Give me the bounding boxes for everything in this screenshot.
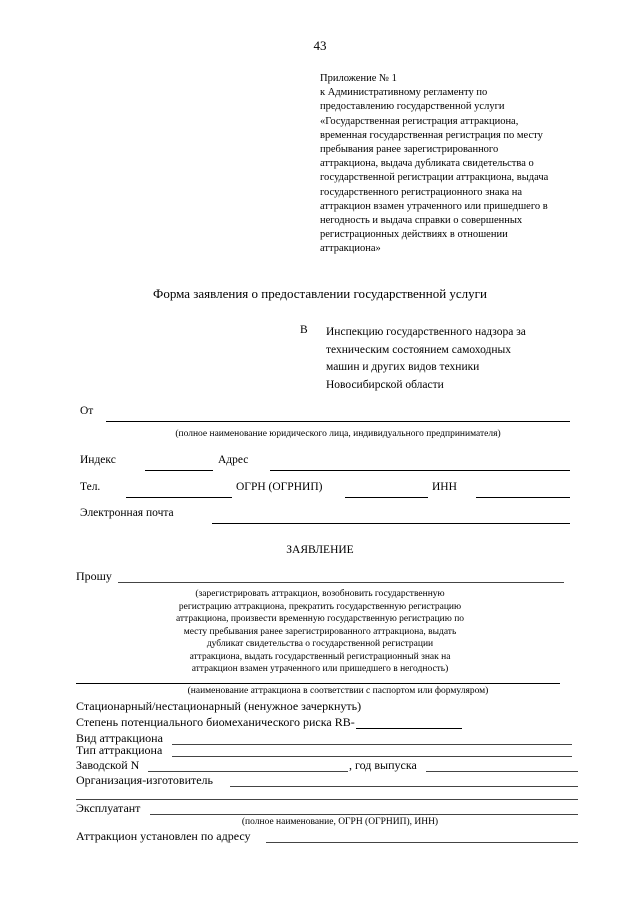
request-field[interactable]	[118, 582, 564, 583]
manufacturer-field[interactable]	[230, 786, 578, 787]
risk-label: Степень потенциального биомеханического риска RB-	[76, 715, 355, 729]
recipient-line: Инспекцию государственного надзора за	[326, 326, 526, 338]
recipient-line: машин и других видов техники	[326, 361, 480, 373]
request-hint-line: регистрацию аттракциона, прекратить государственную регистрацию	[178, 601, 462, 612]
request-hint-line: месту пребывания ранее зарегистрированного аттракциона, выдать	[183, 626, 457, 637]
attraction-name-hint: (наименование аттракциона в соответствии с паспортом или формуляром)	[187, 686, 489, 696]
statement-title: ЗАЯВЛЕНИЕ	[286, 544, 354, 556]
index-label: Индекс	[80, 454, 116, 466]
ogrn-label: ОГРН (ОГРНИП)	[236, 481, 323, 493]
page-number: 43	[313, 38, 327, 53]
annex-line: аттракцион взамен утраченного или пришедшего в	[320, 200, 548, 212]
index-field[interactable]	[145, 470, 213, 471]
annex-line: аттракциона»	[320, 243, 381, 255]
inn-label: ИНН	[432, 481, 457, 493]
serial-field[interactable]	[148, 771, 348, 772]
annex-line: «Государственная регистрация аттракциона,	[320, 115, 519, 127]
year-field[interactable]	[426, 771, 578, 772]
year-label: , год выпуска	[349, 758, 417, 772]
annex-line: аттракциона, выдача дубликата свидетельства о	[320, 158, 534, 170]
from-label: От	[80, 405, 94, 417]
annex-line: негодность и выдача справки о совершенных	[320, 215, 523, 227]
form-title: Форма заявления о предоставлении государственной услуги	[153, 286, 487, 301]
request-label: Прошу	[76, 569, 112, 583]
recipient-prefix: В	[300, 324, 308, 336]
inn-field[interactable]	[476, 497, 570, 498]
request-hint-line: аттракцион взамен утраченного или пришедшего в негодность)	[191, 664, 449, 674]
annex-line: пребывания ранее зарегистрированного	[320, 144, 499, 156]
operator-field[interactable]	[150, 814, 578, 815]
from-hint: (полное наименование юридического лица, индивидуального предпринимателя)	[175, 429, 501, 439]
attraction-type-field[interactable]	[172, 756, 572, 757]
location-label: Аттракцион установлен по адресу	[76, 829, 251, 843]
annex-line: государственного регистрационного знака на	[320, 186, 523, 198]
annex-line: регистрационных действиях в отношении	[320, 229, 508, 241]
attraction-name-field[interactable]	[76, 683, 560, 684]
recipient-block	[326, 324, 526, 394]
annex-line: временная государственная регистрация по месту	[320, 129, 543, 141]
annex-line: Приложение № 1	[320, 73, 397, 84]
request-hint-line: аттракциона, произвести временную государственную регистрацию по	[175, 614, 465, 624]
email-label: Электронная почта	[80, 507, 174, 519]
attraction-kind-label: Вид аттракциона	[76, 731, 163, 745]
email-field[interactable]	[212, 523, 570, 524]
annex-line: предоставлению государственной услуги	[320, 101, 505, 113]
ogrn-field[interactable]	[345, 497, 428, 498]
annex-header	[320, 72, 548, 257]
from-field[interactable]	[106, 421, 570, 422]
address-field[interactable]	[270, 470, 570, 471]
risk-field[interactable]	[356, 728, 462, 729]
attraction-type-label: Тип аттракциона	[76, 743, 163, 757]
request-hint	[140, 588, 500, 676]
location-field[interactable]	[266, 842, 578, 843]
request-hint-line: аттракциона, выдать государственный регистрационный знак на	[189, 651, 451, 662]
attraction-kind-field[interactable]	[172, 744, 572, 745]
annex-line: государственной регистрации аттракциона, выдача	[320, 172, 549, 184]
phone-field[interactable]	[126, 497, 232, 498]
address-label: Адрес	[218, 454, 249, 466]
manufacturer-field-2[interactable]	[76, 799, 578, 800]
operator-hint: (полное наименование, ОГРН (ОГРНИП), ИНН)	[241, 817, 439, 827]
request-hint-line: (зарегистрировать аттракцион, возобновить государственную	[195, 589, 445, 599]
phone-label: Тел.	[80, 481, 101, 493]
manufacturer-label: Организация-изготовитель	[76, 773, 214, 787]
annex-line: к Административному регламенту по	[320, 87, 488, 99]
recipient-line: техническим состоянием самоходных	[326, 343, 512, 356]
recipient-line: Новосибирской области	[326, 378, 444, 391]
operator-label: Эксплуатант	[76, 801, 141, 815]
request-hint-line: дубликат свидетельства о государственной регистрации	[206, 639, 434, 649]
serial-label: Заводской N	[76, 758, 140, 772]
stationary-text: Стационарный/нестационарный (ненужное зачеркнуть)	[76, 699, 362, 713]
